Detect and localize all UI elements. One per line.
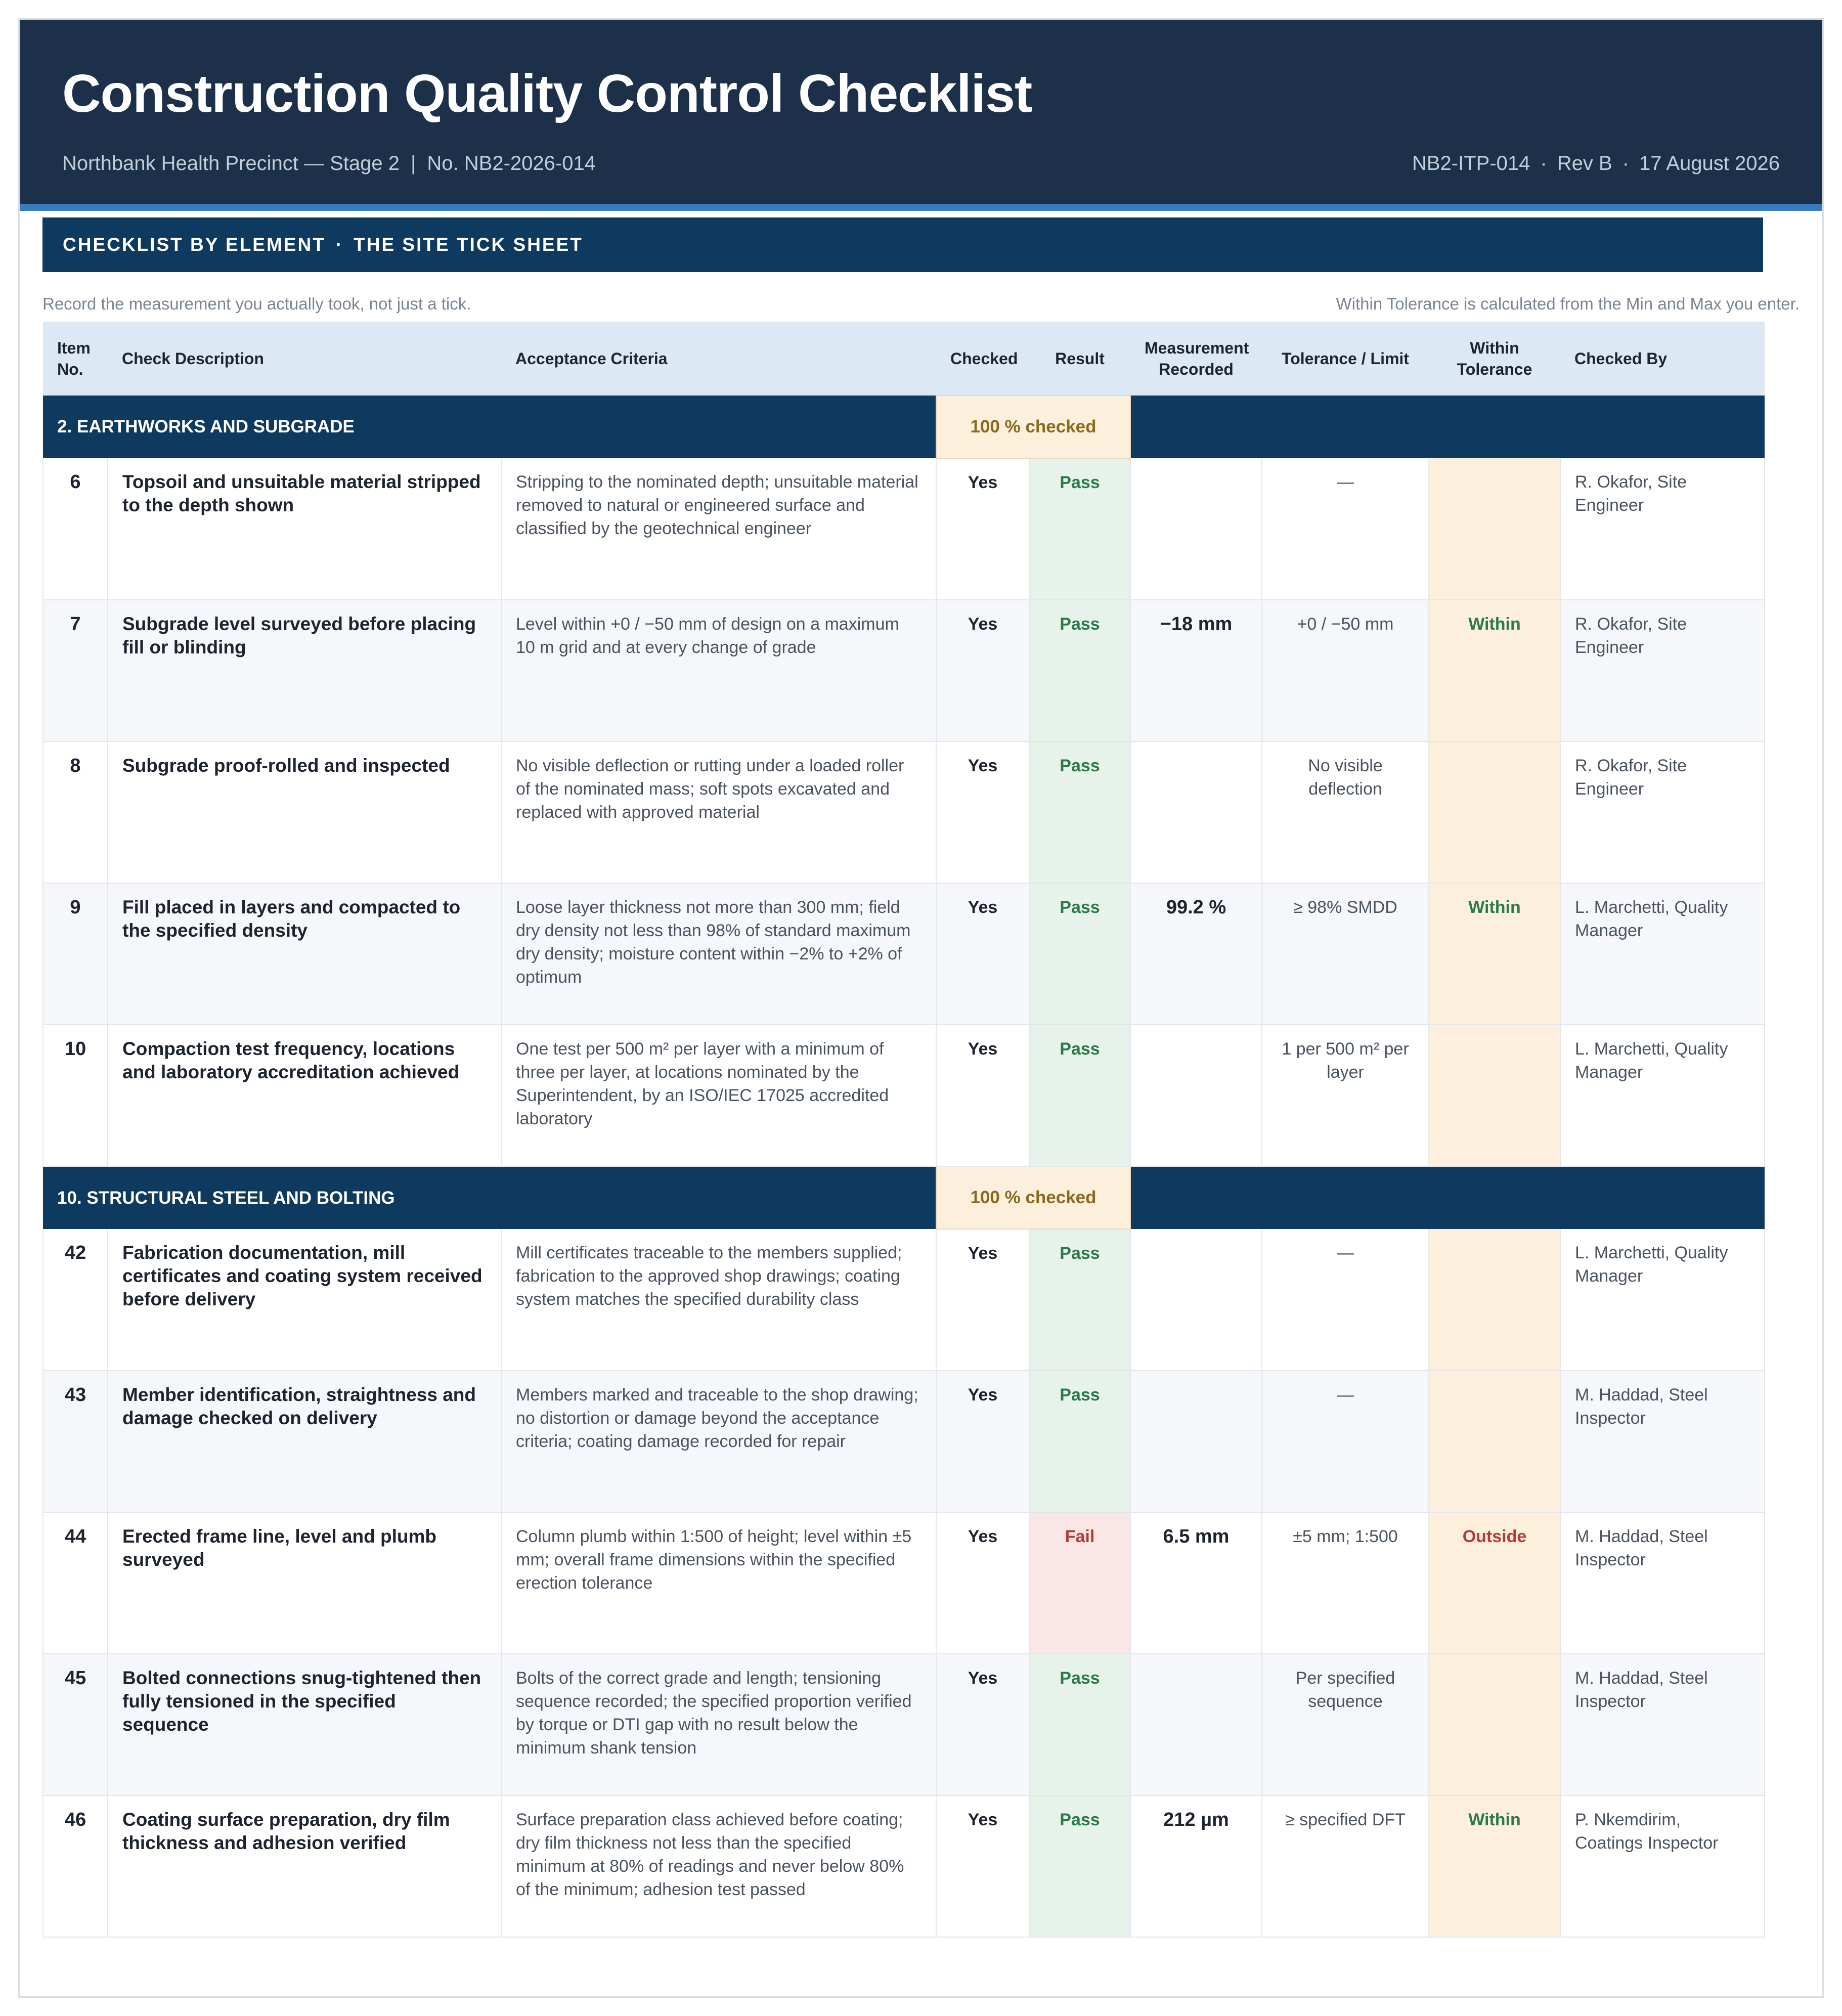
checked-by-value: L. Marchetti, Quality Manager bbox=[1560, 1025, 1765, 1166]
checked-value: Yes bbox=[936, 883, 1029, 1025]
within-tolerance-value bbox=[1429, 741, 1560, 883]
within-tolerance-value bbox=[1429, 458, 1560, 600]
result-value: Pass bbox=[1029, 1654, 1130, 1795]
col-header-measurement: Measurement Recorded bbox=[1130, 322, 1262, 396]
table-row bbox=[43, 1795, 1765, 1937]
measurement-value bbox=[1130, 458, 1262, 600]
item-number: 8 bbox=[43, 741, 108, 883]
section-title: 10. STRUCTURAL STEEL AND BOLTING bbox=[43, 1166, 936, 1229]
item-number: 9 bbox=[43, 883, 108, 1025]
tolerance-value: ≥ specified DFT bbox=[1262, 1795, 1429, 1937]
col-header-within: Within Tolerance bbox=[1429, 322, 1560, 396]
check-description: Subgrade proof-rolled and inspected bbox=[108, 741, 501, 883]
within-tolerance-value bbox=[1429, 1371, 1560, 1512]
col-header-checked: Checked bbox=[936, 322, 1029, 396]
table-row bbox=[43, 458, 1765, 600]
check-description: Coating surface preparation, dry film thickness and adhesion verified bbox=[108, 1795, 501, 1937]
acceptance-criteria: No visible deflection or rutting under a loaded roller of the nominated mass; soft spots excavated and replaced with approved material bbox=[501, 741, 936, 883]
check-description: Bolted connections snug-tightened then fully tensioned in the specified sequence bbox=[108, 1654, 501, 1795]
within-tolerance-value: Outside bbox=[1429, 1512, 1560, 1654]
tolerance-value: +0 / −50 mm bbox=[1262, 600, 1429, 741]
checked-value: Yes bbox=[936, 458, 1029, 600]
col-header-description: Check Description bbox=[108, 322, 501, 396]
check-description: Compaction test frequency, locations and laboratory accreditation achieved bbox=[108, 1025, 501, 1166]
tolerance-value: ≥ 98% SMDD bbox=[1262, 883, 1429, 1025]
within-tolerance-value: Within bbox=[1429, 600, 1560, 741]
page-title: Construction Quality Control Checklist bbox=[62, 64, 1032, 123]
result-value: Pass bbox=[1029, 883, 1130, 1025]
dot-separator: · bbox=[1622, 152, 1629, 174]
check-description: Fill placed in layers and compacted to the specified density bbox=[108, 883, 501, 1025]
tolerance-value: — bbox=[1262, 458, 1429, 600]
result-value: Fail bbox=[1029, 1512, 1130, 1654]
measurement-value: 212 µm bbox=[1130, 1795, 1262, 1937]
section-progress-badge: 100 % checked bbox=[936, 1166, 1130, 1229]
col-header-tolerance: Tolerance / Limit bbox=[1262, 322, 1429, 396]
issue-date: 17 August 2026 bbox=[1639, 152, 1780, 174]
measurement-value bbox=[1130, 741, 1262, 883]
checked-value: Yes bbox=[936, 1025, 1029, 1166]
tolerance-value: Per specified sequence bbox=[1262, 1654, 1429, 1795]
divider: | bbox=[411, 152, 416, 174]
checked-by-value: L. Marchetti, Quality Manager bbox=[1560, 1229, 1765, 1371]
item-number: 46 bbox=[43, 1795, 108, 1937]
measurement-value bbox=[1130, 1025, 1262, 1166]
section-filler bbox=[1130, 396, 1765, 458]
checked-value: Yes bbox=[936, 600, 1029, 741]
measurement-value bbox=[1130, 1229, 1262, 1371]
checked-by-value: L. Marchetti, Quality Manager bbox=[1560, 883, 1765, 1025]
checked-by-value: M. Haddad, Steel Inspector bbox=[1560, 1654, 1765, 1795]
acceptance-criteria: Mill certificates traceable to the members supplied; fabrication to the approved shop drawings; coating system matches the specified durability class bbox=[501, 1229, 936, 1371]
within-tolerance-value bbox=[1429, 1229, 1560, 1371]
checked-value: Yes bbox=[936, 1229, 1029, 1371]
col-header-item-no: Item No. bbox=[43, 322, 108, 396]
revision: Rev B bbox=[1557, 152, 1612, 174]
within-tolerance-value: Within bbox=[1429, 1795, 1560, 1937]
check-description: Topsoil and unsuitable material stripped to the depth shown bbox=[108, 458, 501, 600]
checklist-table bbox=[42, 322, 1765, 1938]
checked-value: Yes bbox=[936, 1795, 1029, 1937]
table-row bbox=[43, 600, 1765, 741]
checked-value: Yes bbox=[936, 1512, 1029, 1654]
tolerance-value: 1 per 500 m² per layer bbox=[1262, 1025, 1429, 1166]
table-header-row bbox=[43, 322, 1765, 396]
section-row bbox=[43, 396, 1765, 458]
result-value: Pass bbox=[1029, 458, 1130, 600]
result-value: Pass bbox=[1029, 1371, 1130, 1512]
acceptance-criteria: Members marked and traceable to the shop drawing; no distortion or damage beyond the acceptance criteria; coating damage recorded for repair bbox=[501, 1371, 936, 1512]
measurement-value bbox=[1130, 1371, 1262, 1512]
section-band bbox=[42, 217, 1763, 272]
tolerance-value: ±5 mm; 1:500 bbox=[1262, 1512, 1429, 1654]
result-value: Pass bbox=[1029, 741, 1130, 883]
item-number: 6 bbox=[43, 458, 108, 600]
project-line bbox=[62, 152, 596, 175]
header-accent-stripe bbox=[20, 204, 1822, 211]
table-row bbox=[43, 1654, 1765, 1795]
acceptance-criteria: Loose layer thickness not more than 300 mm; field dry density not less than 98% of standard maximum dry density; moisture content within −2% to +2% of optimum bbox=[501, 883, 936, 1025]
section-filler bbox=[1130, 1166, 1765, 1229]
checked-value: Yes bbox=[936, 1654, 1029, 1795]
acceptance-criteria: Stripping to the nominated depth; unsuitable material removed to natural or engineered surface and classified by the geotechnical engineer bbox=[501, 458, 936, 600]
section-row bbox=[43, 1166, 1765, 1229]
dot-separator: · bbox=[1540, 152, 1547, 174]
acceptance-criteria: One test per 500 m² per layer with a minimum of three per layer, at locations nominated by the Superintendent, by an ISO/IEC 17025 accredited laboratory bbox=[501, 1025, 936, 1166]
measurement-value: 99.2 % bbox=[1130, 883, 1262, 1025]
section-title: 2. EARTHWORKS AND SUBGRADE bbox=[43, 396, 936, 458]
within-tolerance-value: Within bbox=[1429, 883, 1560, 1025]
check-description: Subgrade level surveyed before placing fill or blinding bbox=[108, 600, 501, 741]
tolerance-value: No visible deflection bbox=[1262, 741, 1429, 883]
item-number: 10 bbox=[43, 1025, 108, 1166]
tolerance-value: — bbox=[1262, 1229, 1429, 1371]
calculation-note: Within Tolerance is calculated from the Min and Max you enter. bbox=[1336, 294, 1800, 313]
result-value: Pass bbox=[1029, 1795, 1130, 1937]
table-row bbox=[43, 883, 1765, 1025]
checked-value: Yes bbox=[936, 741, 1029, 883]
section-progress-badge: 100 % checked bbox=[936, 396, 1130, 458]
check-description: Fabrication documentation, mill certificates and coating system received before delivery bbox=[108, 1229, 501, 1371]
within-tolerance-value bbox=[1429, 1654, 1560, 1795]
checked-by-value: R. Okafor, Site Engineer bbox=[1560, 600, 1765, 741]
table-row bbox=[43, 741, 1765, 883]
table-row bbox=[43, 1512, 1765, 1654]
header-banner bbox=[20, 20, 1822, 204]
band-left-label: CHECKLIST BY ELEMENT bbox=[63, 234, 326, 255]
acceptance-criteria: Level within +0 / −50 mm of design on a maximum 10 m grid and at every change of grade bbox=[501, 600, 936, 741]
document-number: No. NB2-2026-014 bbox=[427, 152, 596, 174]
checked-value: Yes bbox=[936, 1371, 1029, 1512]
result-value: Pass bbox=[1029, 600, 1130, 741]
item-number: 7 bbox=[43, 600, 108, 741]
tolerance-value: — bbox=[1262, 1371, 1429, 1512]
table-row bbox=[43, 1229, 1765, 1371]
col-header-result: Result bbox=[1029, 322, 1130, 396]
checked-by-value: M. Haddad, Steel Inspector bbox=[1560, 1371, 1765, 1512]
measurement-value: 6.5 mm bbox=[1130, 1512, 1262, 1654]
col-header-checked-by: Checked By bbox=[1560, 322, 1765, 396]
check-description: Erected frame line, level and plumb surveyed bbox=[108, 1512, 501, 1654]
checked-by-value: R. Okafor, Site Engineer bbox=[1560, 458, 1765, 600]
result-value: Pass bbox=[1029, 1025, 1130, 1166]
revision-line bbox=[1412, 152, 1780, 175]
acceptance-criteria: Column plumb within 1:500 of height; level within ±5 mm; overall frame dimensions within the specified erection tolerance bbox=[501, 1512, 936, 1654]
item-number: 45 bbox=[43, 1654, 108, 1795]
within-tolerance-value bbox=[1429, 1025, 1560, 1166]
col-header-criteria: Acceptance Criteria bbox=[501, 322, 936, 396]
table-body bbox=[43, 396, 1765, 1937]
instruction-note: Record the measurement you actually took, not just a tick. bbox=[42, 294, 471, 313]
band-right-label: THE SITE TICK SHEET bbox=[354, 234, 583, 255]
doc-ref: NB2-ITP-014 bbox=[1412, 152, 1530, 174]
item-number: 43 bbox=[43, 1371, 108, 1512]
item-number: 44 bbox=[43, 1512, 108, 1654]
checked-by-value: M. Haddad, Steel Inspector bbox=[1560, 1512, 1765, 1654]
measurement-value bbox=[1130, 1654, 1262, 1795]
table-row bbox=[43, 1025, 1765, 1166]
measurement-value: −18 mm bbox=[1130, 600, 1262, 741]
check-description: Member identification, straightness and damage checked on delivery bbox=[108, 1371, 501, 1512]
checked-by-value: R. Okafor, Site Engineer bbox=[1560, 741, 1765, 883]
item-number: 42 bbox=[43, 1229, 108, 1371]
table-row bbox=[43, 1371, 1765, 1512]
checked-by-value: P. Nkemdirim, Coatings Inspector bbox=[1560, 1795, 1765, 1937]
project-name: Northbank Health Precinct — Stage 2 bbox=[62, 152, 400, 174]
acceptance-criteria: Bolts of the correct grade and length; tensioning sequence recorded; the specified proportion verified by torque or DTI gap with no result below the minimum shank tension bbox=[501, 1654, 936, 1795]
dot-separator: · bbox=[335, 234, 344, 255]
result-value: Pass bbox=[1029, 1229, 1130, 1371]
acceptance-criteria: Surface preparation class achieved before coating; dry film thickness not less than the specified minimum at 80% of readings and never below 80% of the minimum; adhesion test passed bbox=[501, 1795, 936, 1937]
